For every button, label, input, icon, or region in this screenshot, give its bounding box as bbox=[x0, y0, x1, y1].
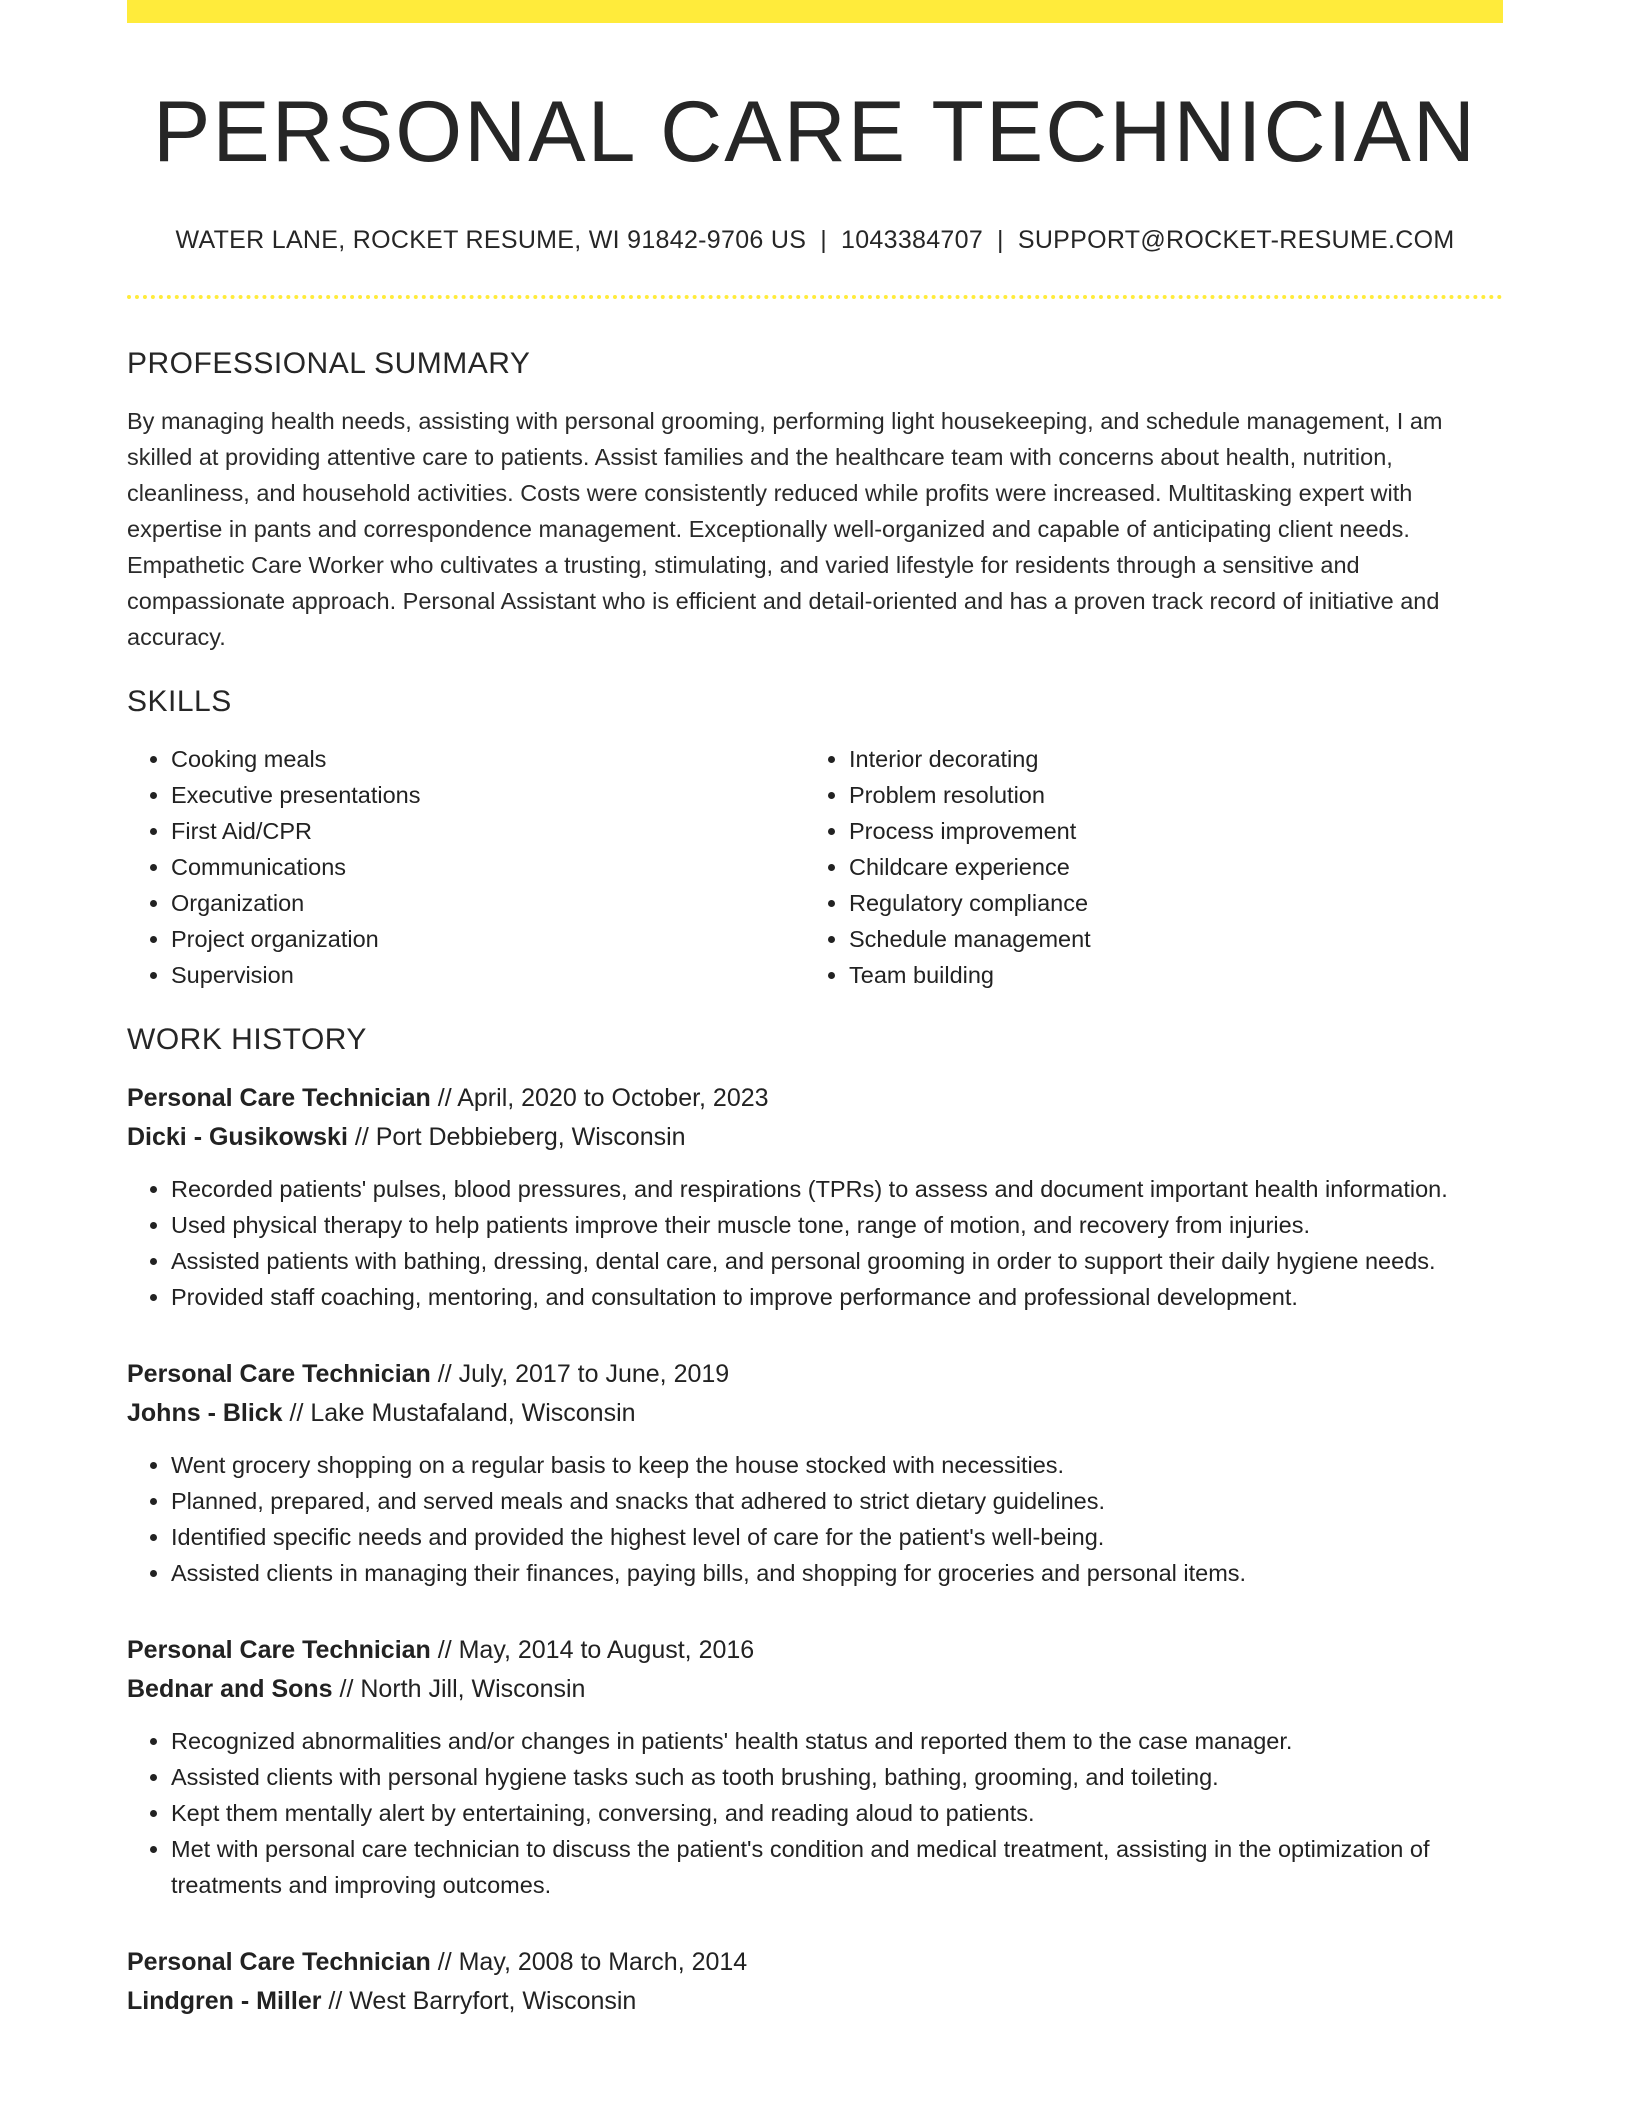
job-company-line bbox=[127, 1394, 1503, 1433]
job-role: Personal Care Technician bbox=[127, 1359, 431, 1388]
job-location: // Port Debbieberg, Wisconsin bbox=[347, 1122, 686, 1151]
contact-address: WATER LANE, ROCKET RESUME, WI 91842-9706 US bbox=[175, 225, 807, 254]
summary-heading: PROFESSIONAL SUMMARY bbox=[127, 346, 531, 380]
job-bullets bbox=[127, 1171, 1503, 1315]
top-accent-bar bbox=[127, 0, 1503, 23]
skills-column-right bbox=[805, 741, 1483, 993]
contact-phone: 1043384707 bbox=[841, 225, 984, 254]
skills-column-left bbox=[127, 741, 805, 993]
skill-item: • First Aid/CPR bbox=[171, 813, 805, 849]
job-entry bbox=[127, 1631, 1503, 1903]
job-bullet: • Kept them mentally alert by entertaining, conversing, and reading aloud to patients. bbox=[171, 1795, 1503, 1831]
skill-item: • Cooking meals bbox=[171, 741, 805, 777]
skill-item: • Executive presentations bbox=[171, 777, 805, 813]
job-company: Bednar and Sons bbox=[127, 1674, 333, 1703]
job-role-line bbox=[127, 1943, 1503, 1982]
job-bullet: • Went grocery shopping on a regular basis to keep the house stocked with necessities. bbox=[171, 1447, 1503, 1483]
job-bullet: • Provided staff coaching, mentoring, and consultation to improve performance and professional development. bbox=[171, 1279, 1503, 1315]
skill-item: • Regulatory compliance bbox=[849, 885, 1483, 921]
contact-separator: | bbox=[820, 225, 827, 254]
job-role-line bbox=[127, 1355, 1503, 1394]
job-role-line bbox=[127, 1631, 1503, 1670]
job-bullet: • Met with personal care technician to discuss the patient's condition and medical treatment, assisting in the optimization of treatments and improving outcomes. bbox=[171, 1831, 1503, 1903]
job-bullet: • Used physical therapy to help patients improve their muscle tone, range of motion, and recovery from injuries. bbox=[171, 1207, 1503, 1243]
job-company: Johns - Blick bbox=[127, 1398, 283, 1427]
job-bullet: • Planned, prepared, and served meals and snacks that adhered to strict dietary guidelines. bbox=[171, 1483, 1503, 1519]
job-role-line bbox=[127, 1079, 1503, 1118]
skill-item: • Team building bbox=[849, 957, 1483, 993]
candidate-title: PERSONAL CARE TECHNICIAN bbox=[153, 84, 1477, 180]
skill-item: • Childcare experience bbox=[849, 849, 1483, 885]
job-company-line bbox=[127, 1982, 1503, 2021]
skill-item: • Problem resolution bbox=[849, 777, 1483, 813]
skill-item: • Supervision bbox=[171, 957, 805, 993]
job-role: Personal Care Technician bbox=[127, 1947, 431, 1976]
resume-page bbox=[127, 0, 1503, 2021]
work-history-heading: WORK HISTORY bbox=[127, 1022, 367, 1056]
job-entry bbox=[127, 1943, 1503, 2021]
job-location: // North Jill, Wisconsin bbox=[332, 1674, 586, 1703]
skill-item: • Schedule management bbox=[849, 921, 1483, 957]
skills-heading: SKILLS bbox=[127, 684, 232, 718]
skill-item: • Project organization bbox=[171, 921, 805, 957]
job-location: // Lake Mustafaland, Wisconsin bbox=[282, 1398, 636, 1427]
job-company: Lindgren - Miller bbox=[127, 1986, 322, 2015]
contact-separator: | bbox=[997, 225, 1004, 254]
job-bullets bbox=[127, 1723, 1503, 1903]
job-bullet: • Recorded patients' pulses, blood pressures, and respirations (TPRs) to assess and document important health information. bbox=[171, 1171, 1503, 1207]
job-dates: // May, 2008 to March, 2014 bbox=[430, 1947, 748, 1976]
job-company-line bbox=[127, 1670, 1503, 1709]
job-dates: // May, 2014 to August, 2016 bbox=[430, 1635, 755, 1664]
job-bullet: • Identified specific needs and provided the highest level of care for the patient's well-being. bbox=[171, 1519, 1503, 1555]
job-entry bbox=[127, 1079, 1503, 1315]
job-location: // West Barryfort, Wisconsin bbox=[321, 1986, 637, 2015]
skill-item: • Communications bbox=[171, 849, 805, 885]
job-bullet: • Assisted patients with bathing, dressing, dental care, and personal grooming in order to support their daily hygiene needs. bbox=[171, 1243, 1503, 1279]
job-company-line bbox=[127, 1118, 1503, 1157]
job-bullets bbox=[127, 1447, 1503, 1591]
job-role: Personal Care Technician bbox=[127, 1635, 431, 1664]
job-bullet: • Assisted clients in managing their finances, paying bills, and shopping for groceries and personal items. bbox=[171, 1555, 1503, 1591]
skill-item: • Process improvement bbox=[849, 813, 1483, 849]
header-divider bbox=[127, 295, 1503, 299]
skills-list bbox=[127, 741, 1503, 993]
job-bullet: • Assisted clients with personal hygiene tasks such as tooth brushing, bathing, grooming, and toileting. bbox=[171, 1759, 1503, 1795]
contact-line bbox=[127, 226, 1503, 255]
job-entry bbox=[127, 1355, 1503, 1591]
skill-item: • Organization bbox=[171, 885, 805, 921]
summary-text: By managing health needs, assisting with personal grooming, performing light housekeeping, and schedule management, I am skilled at providing attentive care to patients. Assist families and the healthcare team with concerns about health, nutrition, cleanliness, and household activities. Costs were consistently reduced while profits were increased. Multitasking expert with expertise in pants and correspondence management. Exceptionally well-organized and capable of anticipating client needs. Empathetic Care Worker who cultivates a trusting, stimulating, and varied lifestyle for residents through a sensitive and compassionate approach. Personal Assistant who is efficient and detail-oriented and has a proven track record of initiative and accuracy. bbox=[127, 407, 1443, 650]
skill-item: • Interior decorating bbox=[849, 741, 1483, 777]
job-company: Dicki - Gusikowski bbox=[127, 1122, 348, 1151]
job-dates: // July, 2017 to June, 2019 bbox=[430, 1359, 730, 1388]
job-role: Personal Care Technician bbox=[127, 1083, 431, 1112]
job-dates: // April, 2020 to October, 2023 bbox=[430, 1083, 769, 1112]
job-bullet: • Recognized abnormalities and/or changes in patients' health status and reported them to the case manager. bbox=[171, 1723, 1503, 1759]
contact-email: SUPPORT@ROCKET-RESUME.COM bbox=[1017, 225, 1455, 254]
